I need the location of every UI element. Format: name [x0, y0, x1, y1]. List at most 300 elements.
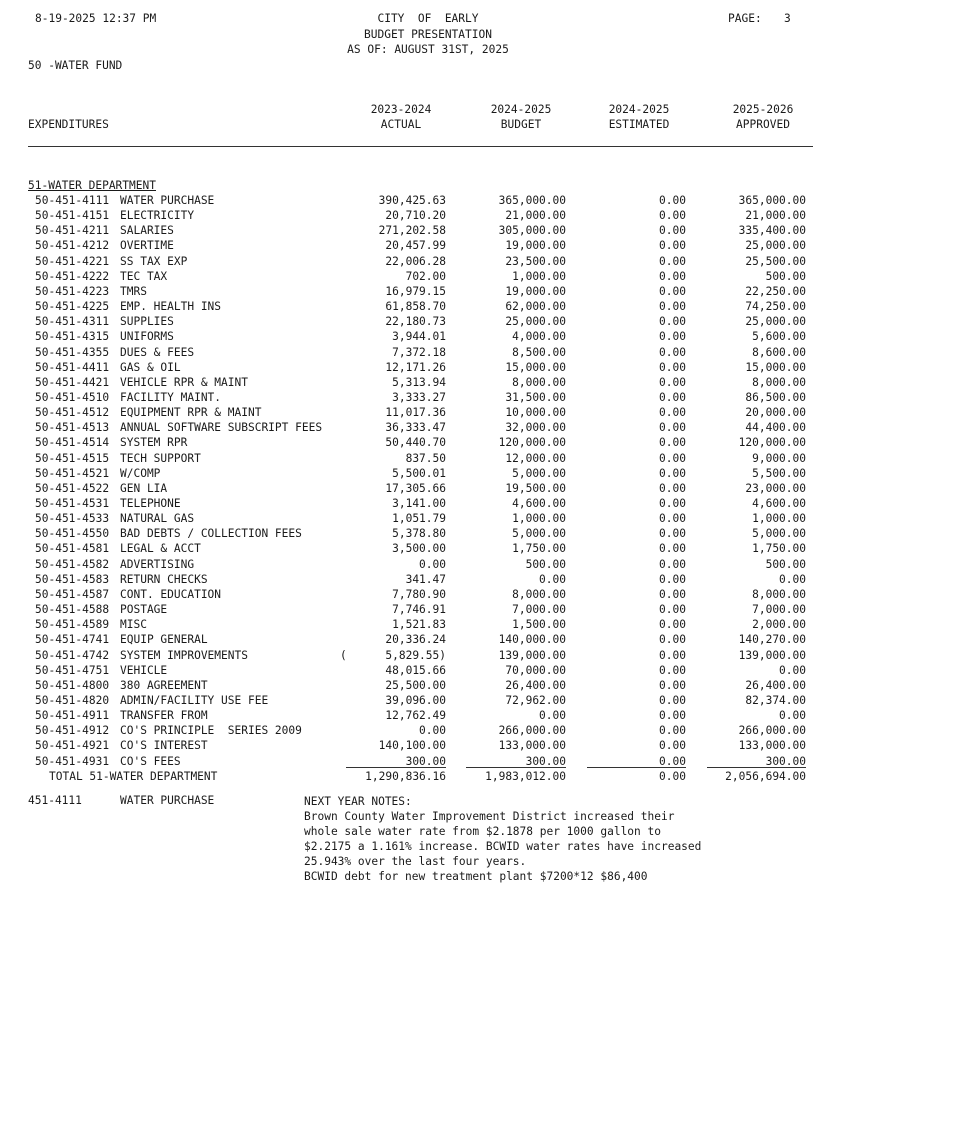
account-number: 50-451-4515 — [35, 451, 110, 465]
estimated-value: 0.00 — [659, 542, 686, 556]
approved-value: 0.00 — [779, 709, 806, 723]
actual-value: 20,710.20 — [385, 209, 446, 223]
account-number: 50-451-4820 — [35, 693, 110, 707]
budget-value: 0.00 — [539, 572, 566, 586]
actual-value: 837.50 — [405, 451, 446, 465]
account-number: 50-451-4521 — [35, 466, 110, 480]
total-row — [0, 769, 964, 784]
notes-line: BCWID debt for new treatment plant $7200*12 $86,400 — [304, 870, 648, 883]
notes-block — [304, 794, 701, 884]
account-description: SUPPLIES — [120, 315, 174, 329]
account-number: 50-451-4533 — [35, 512, 110, 526]
account-description: SALARIES — [120, 224, 174, 238]
account-description: CONT. EDUCATION — [120, 587, 222, 601]
total-label: TOTAL 51-WATER DEPARTMENT — [49, 769, 218, 783]
table-row — [0, 284, 964, 299]
account-number: 50-451-4912 — [35, 724, 110, 738]
estimated-value: 0.00 — [659, 269, 686, 283]
estimated-value: 0.00 — [659, 360, 686, 374]
estimated-value: 0.00 — [659, 618, 686, 632]
total-approved: 2,056,694.00 — [725, 769, 806, 783]
actual-value: 25,500.00 — [385, 678, 446, 692]
notes-line: Brown County Water Improvement District increased their — [304, 810, 675, 823]
actual-value: 50,440.70 — [385, 436, 446, 450]
table-row — [0, 238, 964, 253]
account-number: 50-451-4741 — [35, 633, 110, 647]
city-name: CITY OF EARLY — [377, 12, 479, 25]
run-datetime: 8-19-2025 12:37 PM — [35, 12, 157, 25]
table-row — [0, 345, 964, 360]
budget-value: 31,500.00 — [505, 390, 566, 404]
as-of-date: AS OF: AUGUST 31ST, 2025 — [347, 43, 509, 56]
actual-value: 390,425.63 — [378, 194, 446, 207]
budget-value: 1,000.00 — [512, 512, 566, 526]
approved-value: 5,600.00 — [752, 330, 806, 344]
table-row — [0, 557, 964, 572]
account-number: 50-451-4583 — [35, 572, 110, 586]
actual-value: 140,100.00 — [378, 739, 446, 753]
account-number: 50-451-4911 — [35, 709, 110, 723]
account-description: OVERTIME — [120, 239, 174, 253]
account-description: VEHICLE — [120, 663, 168, 677]
estimated-value: 0.00 — [659, 224, 686, 238]
actual-value: 17,305.66 — [385, 481, 446, 495]
approved-value: 365,000.00 — [738, 194, 806, 207]
table-row — [0, 511, 964, 526]
approved-value: 0.00 — [779, 663, 806, 677]
account-description: TRANSFER FROM — [120, 709, 208, 723]
approved-value: 2,000.00 — [752, 618, 806, 632]
approved-value: 0.00 — [779, 572, 806, 586]
account-number: 50-451-4582 — [35, 557, 110, 571]
approved-value: 266,000.00 — [738, 724, 806, 738]
col1-year: 2023-2024 — [370, 103, 432, 116]
actual-value: 20,457.99 — [385, 239, 446, 253]
notes-line: $2.2175 a 1.161% increase. BCWID water rates have increased — [304, 840, 702, 853]
account-number: 50-451-4513 — [35, 421, 110, 435]
estimated-value: 0.00 — [659, 300, 686, 314]
estimated-value: 0.00 — [659, 254, 686, 268]
account-number: 50-451-4151 — [35, 209, 110, 223]
estimated-value: 0.00 — [659, 709, 686, 723]
account-number: 50-451-4411 — [35, 360, 110, 374]
notes-line: whole sale water rate from $2.1878 per 1000 gallon to — [304, 825, 661, 838]
estimated-value: 0.00 — [659, 497, 686, 510]
approved-value: 21,000.00 — [745, 209, 806, 223]
account-description: WATER PURCHASE — [120, 194, 215, 207]
account-number: 50-451-4512 — [35, 406, 110, 420]
negative-paren: ( — [340, 648, 347, 662]
notes-line: 25.943% over the last four years. — [304, 855, 527, 868]
estimated-value: 0.00 — [659, 330, 686, 344]
table-row — [0, 299, 964, 314]
estimated-value: 0.00 — [659, 587, 686, 601]
account-number: 50-451-4221 — [35, 254, 110, 268]
actual-value: 341.47 — [405, 572, 446, 586]
approved-value: 335,400.00 — [738, 224, 806, 238]
account-number: 50-451-4225 — [35, 300, 110, 314]
account-description: SS TAX EXP — [120, 254, 188, 268]
budget-subtotal-rule — [466, 767, 566, 768]
department-heading: 51-WATER DEPARTMENT — [28, 179, 156, 192]
estimated-value: 0.00 — [659, 663, 686, 677]
budget-value: 139,000.00 — [498, 648, 566, 662]
actual-value: 36,333.47 — [385, 421, 446, 435]
table-row — [0, 269, 964, 284]
actual-value: 22,180.73 — [385, 315, 446, 329]
actual-value: 7,746.91 — [392, 603, 446, 617]
page-number: 3 — [784, 12, 791, 25]
account-number: 50-451-4921 — [35, 739, 110, 753]
budget-value: 19,000.00 — [505, 239, 566, 253]
approved-value: 139,000.00 — [738, 648, 806, 662]
account-number: 50-451-4589 — [35, 618, 110, 632]
col2-year: 2024-2025 — [490, 103, 552, 116]
table-row — [0, 390, 964, 405]
account-description: NATURAL GAS — [120, 512, 195, 526]
estimated-value: 0.00 — [659, 724, 686, 738]
budget-value: 500.00 — [525, 557, 566, 571]
table-row — [0, 435, 964, 450]
table-row — [0, 420, 964, 435]
table-row — [0, 526, 964, 541]
approved-subtotal-rule — [707, 767, 806, 768]
estimated-value: 0.00 — [659, 648, 686, 662]
budget-value: 365,000.00 — [498, 194, 566, 207]
account-description: TELEPHONE — [120, 497, 181, 510]
actual-value: 5,313.94 — [392, 375, 446, 389]
account-description: FACILITY MAINT. — [120, 390, 222, 404]
account-number: 50-451-4355 — [35, 345, 110, 359]
col3-year: 2024-2025 — [608, 103, 670, 116]
table-row — [0, 208, 964, 223]
table-row — [0, 360, 964, 375]
approved-value: 500.00 — [765, 269, 806, 283]
actual-value: 3,500.00 — [392, 542, 446, 556]
account-number: 50-451-4510 — [35, 390, 110, 404]
actual-value: 61,858.70 — [385, 300, 446, 314]
account-number: 50-451-4421 — [35, 375, 110, 389]
budget-value: 300.00 — [525, 754, 566, 768]
budget-value: 32,000.00 — [505, 421, 566, 435]
estimated-value: 0.00 — [659, 557, 686, 571]
budget-value: 1,500.00 — [512, 618, 566, 632]
budget-value: 21,000.00 — [505, 209, 566, 223]
account-description: ADMIN/FACILITY USE FEE — [120, 693, 269, 707]
actual-value: 3,141.00 — [392, 497, 446, 510]
col2-type: BUDGET — [500, 118, 542, 131]
budget-value: 15,000.00 — [505, 360, 566, 374]
estimated-value: 0.00 — [659, 375, 686, 389]
estimated-value: 0.00 — [659, 512, 686, 526]
table-row — [0, 541, 964, 556]
approved-value: 9,000.00 — [752, 451, 806, 465]
estimated-subtotal-rule — [587, 767, 686, 768]
actual-value: 3,944.01 — [392, 330, 446, 344]
budget-value: 8,000.00 — [512, 375, 566, 389]
table-row — [0, 405, 964, 420]
account-number: 50-451-4742 — [35, 648, 110, 662]
approved-value: 5,500.00 — [752, 466, 806, 480]
account-description: DUES & FEES — [120, 345, 195, 359]
approved-value: 8,000.00 — [752, 375, 806, 389]
table-row — [0, 632, 964, 647]
account-description: GAS & OIL — [120, 360, 181, 374]
budget-value: 12,000.00 — [505, 451, 566, 465]
account-description: 380 AGREEMENT — [120, 678, 208, 692]
budget-value: 70,000.00 — [505, 663, 566, 677]
account-number: 50-451-4311 — [35, 315, 110, 329]
header-rule — [28, 146, 813, 147]
account-number: 50-451-4222 — [35, 269, 110, 283]
account-description: CO'S INTEREST — [120, 739, 208, 753]
estimated-value: 0.00 — [659, 527, 686, 541]
account-description: SYSTEM IMPROVEMENTS — [120, 648, 248, 662]
account-number: 50-451-4531 — [35, 497, 110, 510]
approved-value: 1,000.00 — [752, 512, 806, 526]
budget-value: 1,750.00 — [512, 542, 566, 556]
account-number: 50-451-4931 — [35, 754, 110, 768]
estimated-value: 0.00 — [659, 603, 686, 617]
budget-value: 0.00 — [539, 709, 566, 723]
table-row — [0, 693, 964, 708]
estimated-value: 0.00 — [659, 451, 686, 465]
actual-value: 1,051.79 — [392, 512, 446, 526]
account-description: TEC TAX — [120, 269, 168, 283]
actual-value: 20,336.24 — [385, 633, 446, 647]
budget-value: 10,000.00 — [505, 406, 566, 420]
table-row — [0, 617, 964, 632]
budget-value: 7,000.00 — [512, 603, 566, 617]
account-description: ANNUAL SOFTWARE SUBSCRIPT FEES — [120, 421, 323, 435]
table-row — [0, 466, 964, 481]
account-number: 50-451-4800 — [35, 678, 110, 692]
estimated-value: 0.00 — [659, 693, 686, 707]
approved-value: 5,000.00 — [752, 527, 806, 541]
approved-value: 23,000.00 — [745, 481, 806, 495]
budget-value: 8,500.00 — [512, 345, 566, 359]
approved-value: 120,000.00 — [738, 436, 806, 450]
total-budget: 1,983,012.00 — [485, 769, 566, 783]
account-description: UNIFORMS — [120, 330, 174, 344]
note-description: WATER PURCHASE — [120, 794, 215, 807]
estimated-value: 0.00 — [659, 436, 686, 450]
budget-value: 4,000.00 — [512, 330, 566, 344]
account-description: BAD DEBTS / COLLECTION FEES — [120, 527, 302, 541]
actual-value: 12,171.26 — [385, 360, 446, 374]
total-actual: 1,290,836.16 — [365, 769, 446, 783]
budget-value: 133,000.00 — [498, 739, 566, 753]
table-row — [0, 223, 964, 238]
budget-value: 62,000.00 — [505, 300, 566, 314]
budget-value: 4,600.00 — [512, 497, 566, 510]
account-description: W/COMP — [120, 466, 161, 480]
table-row — [0, 496, 964, 511]
account-number: 50-451-4315 — [35, 330, 110, 344]
budget-value: 19,000.00 — [505, 284, 566, 298]
budget-value: 140,000.00 — [498, 633, 566, 647]
estimated-value: 0.00 — [659, 572, 686, 586]
actual-value: 5,378.80 — [392, 527, 446, 541]
table-row — [0, 254, 964, 269]
col4-year: 2025-2026 — [732, 103, 794, 116]
table-row — [0, 481, 964, 496]
actual-value: 5,500.01 — [392, 466, 446, 480]
approved-value: 1,750.00 — [752, 542, 806, 556]
approved-value: 25,000.00 — [745, 315, 806, 329]
table-row — [0, 451, 964, 466]
actual-value: 39,096.00 — [385, 693, 446, 707]
account-description: CO'S PRINCIPLE SERIES 2009 — [120, 724, 302, 738]
estimated-value: 0.00 — [659, 421, 686, 435]
budget-value: 5,000.00 — [512, 527, 566, 541]
approved-value: 4,600.00 — [752, 497, 806, 510]
approved-value: 133,000.00 — [738, 739, 806, 753]
approved-value: 26,400.00 — [745, 678, 806, 692]
account-number: 50-451-4111 — [35, 194, 110, 207]
actual-value: 3,333.27 — [392, 390, 446, 404]
account-number: 50-451-4550 — [35, 527, 110, 541]
estimated-value: 0.00 — [659, 194, 686, 207]
actual-value: 5,829.55) — [385, 648, 446, 662]
fund-name: 50 -WATER FUND — [28, 59, 123, 72]
account-description: EQUIPMENT RPR & MAINT — [120, 406, 262, 420]
approved-value: 44,400.00 — [745, 421, 806, 435]
table-row — [0, 708, 964, 723]
budget-value: 5,000.00 — [512, 466, 566, 480]
budget-value: 8,000.00 — [512, 587, 566, 601]
col3-type: ESTIMATED — [608, 118, 670, 131]
approved-value: 25,000.00 — [745, 239, 806, 253]
actual-value: 48,015.66 — [385, 663, 446, 677]
approved-value: 300.00 — [765, 754, 806, 768]
actual-subtotal-rule — [346, 767, 446, 768]
report-title: BUDGET PRESENTATION — [364, 28, 492, 41]
account-number: 50-451-4514 — [35, 436, 110, 450]
approved-value: 20,000.00 — [745, 406, 806, 420]
table-row — [0, 723, 964, 738]
table-row — [0, 738, 964, 753]
estimated-value: 0.00 — [659, 739, 686, 753]
actual-value: 7,780.90 — [392, 587, 446, 601]
total-estimated: 0.00 — [659, 769, 686, 783]
actual-value: 1,521.83 — [392, 618, 446, 632]
col1-type: ACTUAL — [380, 118, 422, 131]
budget-value: 25,000.00 — [505, 315, 566, 329]
actual-value: 22,006.28 — [385, 254, 446, 268]
table-row — [0, 193, 964, 208]
estimated-value: 0.00 — [659, 284, 686, 298]
account-number: 50-451-4223 — [35, 284, 110, 298]
note-account: 451-4111 — [28, 794, 82, 807]
account-number: 50-451-4581 — [35, 542, 110, 556]
account-description: SYSTEM RPR — [120, 436, 188, 450]
table-row — [0, 329, 964, 344]
budget-value: 26,400.00 — [505, 678, 566, 692]
account-number: 50-451-4522 — [35, 481, 110, 495]
account-number: 50-451-4587 — [35, 587, 110, 601]
actual-value: 16,979.15 — [385, 284, 446, 298]
estimated-value: 0.00 — [659, 633, 686, 647]
account-description: RETURN CHECKS — [120, 572, 208, 586]
table-row — [0, 587, 964, 602]
account-description: EMP. HEALTH INS — [120, 300, 222, 314]
account-description: EQUIP GENERAL — [120, 633, 208, 647]
table-row — [0, 678, 964, 693]
table-row — [0, 375, 964, 390]
account-description: POSTAGE — [120, 603, 168, 617]
approved-value: 8,000.00 — [752, 587, 806, 601]
account-description: TMRS — [120, 284, 147, 298]
estimated-value: 0.00 — [659, 406, 686, 420]
budget-value: 266,000.00 — [498, 724, 566, 738]
approved-value: 22,250.00 — [745, 284, 806, 298]
section-label: EXPENDITURES — [28, 118, 109, 131]
actual-value: 12,762.49 — [385, 709, 446, 723]
estimated-value: 0.00 — [659, 481, 686, 495]
approved-value: 74,250.00 — [745, 300, 806, 314]
actual-value: 7,372.18 — [392, 345, 446, 359]
col4-type: APPROVED — [736, 118, 790, 131]
account-description: ADVERTISING — [120, 557, 195, 571]
estimated-value: 0.00 — [659, 678, 686, 692]
account-description: CO'S FEES — [120, 754, 181, 768]
approved-value: 15,000.00 — [745, 360, 806, 374]
actual-value: 702.00 — [405, 269, 446, 283]
actual-value: 0.00 — [419, 557, 446, 571]
approved-value: 7,000.00 — [752, 603, 806, 617]
budget-value: 19,500.00 — [505, 481, 566, 495]
estimated-value: 0.00 — [659, 315, 686, 329]
account-number: 50-451-4588 — [35, 603, 110, 617]
account-description: TECH SUPPORT — [120, 451, 201, 465]
budget-value: 305,000.00 — [498, 224, 566, 238]
budget-value: 120,000.00 — [498, 436, 566, 450]
budget-value: 1,000.00 — [512, 269, 566, 283]
actual-value: 11,017.36 — [385, 406, 446, 420]
account-description: VEHICLE RPR & MAINT — [120, 375, 248, 389]
table-row — [0, 314, 964, 329]
approved-value: 8,600.00 — [752, 345, 806, 359]
estimated-value: 0.00 — [659, 754, 686, 768]
notes-heading: NEXT YEAR NOTES: — [304, 795, 412, 808]
budget-value: 23,500.00 — [505, 254, 566, 268]
table-row — [0, 602, 964, 617]
account-description: ELECTRICITY — [120, 209, 195, 223]
approved-value: 25,500.00 — [745, 254, 806, 268]
account-description: MISC — [120, 618, 147, 632]
account-number: 50-451-4751 — [35, 663, 110, 677]
account-description: GEN LIA — [120, 481, 168, 495]
account-number: 50-451-4211 — [35, 224, 110, 238]
approved-value: 500.00 — [765, 557, 806, 571]
actual-value: 0.00 — [419, 724, 446, 738]
account-description: LEGAL & ACCT — [120, 542, 201, 556]
page-label: PAGE: — [728, 12, 762, 25]
actual-value: 300.00 — [405, 754, 446, 768]
budget-value: 72,962.00 — [505, 693, 566, 707]
table-row — [0, 663, 964, 678]
approved-value: 86,500.00 — [745, 390, 806, 404]
estimated-value: 0.00 — [659, 390, 686, 404]
table-row — [0, 648, 964, 663]
table-row — [0, 572, 964, 587]
estimated-value: 0.00 — [659, 466, 686, 480]
actual-value: 271,202.58 — [378, 224, 446, 238]
estimated-value: 0.00 — [659, 239, 686, 253]
approved-value: 140,270.00 — [738, 633, 806, 647]
account-number: 50-451-4212 — [35, 239, 110, 253]
